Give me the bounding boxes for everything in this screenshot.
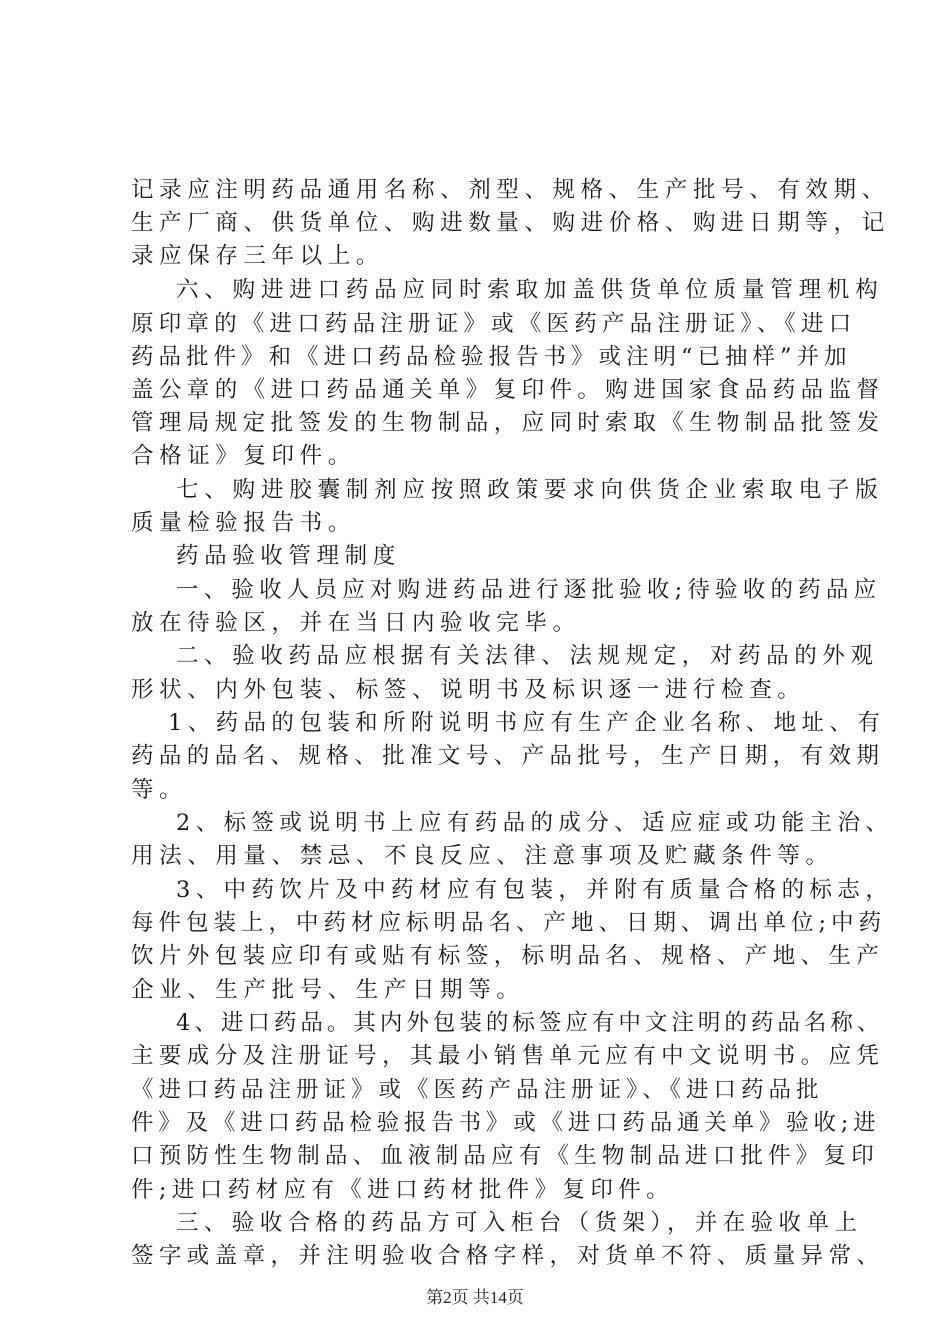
section-title: 药品验收管理制度 bbox=[176, 543, 401, 569]
text-line: 三、验收合格的药品方可入柜台（货架），并在验收单上 bbox=[176, 1210, 863, 1236]
text-line: 企业、生产批号、生产日期等。 bbox=[131, 977, 525, 1003]
text-line: 等。 bbox=[131, 777, 188, 803]
text-line: 件》及《进口药品检验报告书》或《进口药品通关单》验收;进 bbox=[131, 1110, 881, 1136]
text-line: 管理局规定批签发的生物制品，应同时索取《生物制品批签发 bbox=[131, 410, 885, 436]
text-line: 3、中药饮片及中药材应有包装，并附有质量合格的标志， bbox=[176, 877, 894, 903]
text-line: 药品批件》和《进口药品检验报告书》或注明“已抽样”并加 bbox=[131, 344, 852, 370]
page-number-footer: 第2页 共14页 bbox=[426, 1288, 524, 1307]
text-line: 记录应注明药品通用名称、剂型、规格、生产批号、有效期、 bbox=[131, 177, 890, 203]
text-line: 药品的品名、规格、批准文号、产品批号，生产日期，有效期 bbox=[131, 743, 885, 769]
text-line: 每件包装上，中药材应标明品名、产地、日期、调出单位;中药 bbox=[131, 910, 887, 936]
text-line: 4、进口药品。其内外包装的标签应有中文注明的药品名称、 bbox=[176, 1010, 884, 1036]
text-line: 饮片外包装应印有或贴有标签，标明品名、规格、产地、生产 bbox=[131, 943, 885, 969]
text-line: 主要成分及注册证号，其最小销售单元应有中文说明书。应凭 bbox=[131, 1043, 885, 1069]
text-line: 盖公章的《进口药品通关单》复印件。购进国家食品药品监督 bbox=[131, 377, 885, 403]
text-line: 1、药品的包装和所附说明书应有生产企业名称、地址、有 bbox=[168, 710, 886, 736]
text-line: 原印章的《进口药品注册证》或《医药产品注册证》、《进口 bbox=[131, 311, 857, 337]
text-line: 件;进口药材应有《进口药材批件》复印件。 bbox=[131, 1177, 675, 1203]
text-line: 六、购进进口药品应同时索取加盖供货单位质量管理机构 bbox=[176, 277, 884, 303]
text-line: 质量检验报告书。 bbox=[131, 510, 356, 536]
text-line: 一、验收人员应对购进药品进行逐批验收;待验收的药品应 bbox=[176, 577, 882, 603]
text-line: 用法、用量、禁忌、不良反应、注意事项及贮藏条件等。 bbox=[131, 843, 834, 869]
text-line: 录应保存三年以上。 bbox=[131, 243, 384, 269]
text-line: 七、购进胶囊制剂应按照政策要求向供货企业索取电子版 bbox=[176, 477, 884, 503]
text-line: 形状、内外包装、标签、说明书及标识逐一进行检查。 bbox=[131, 677, 806, 703]
text-line: 生产厂商、供货单位、购进数量、购进价格、购进日期等，记 bbox=[131, 210, 890, 236]
text-line: 合格证》复印件。 bbox=[131, 443, 356, 469]
text-line: 《进口药品注册证》或《医药产品注册证》、《进口药品批 bbox=[131, 1077, 824, 1103]
text-line: 口预防性生物制品、血液制品应有《生物制品进口批件》复印 bbox=[131, 1143, 879, 1169]
text-line: 二、验收药品应根据有关法律、法规规定，对药品的外观 bbox=[176, 643, 879, 669]
text-line: 签字或盖章，并注明验收合格字样，对货单不符、质量异常、 bbox=[131, 1243, 885, 1269]
text-line: 2、标签或说明书上应有药品的成分、适应症或功能主治、 bbox=[176, 810, 894, 836]
text-line: 放在待验区，并在当日内验收完毕。 bbox=[131, 610, 581, 636]
